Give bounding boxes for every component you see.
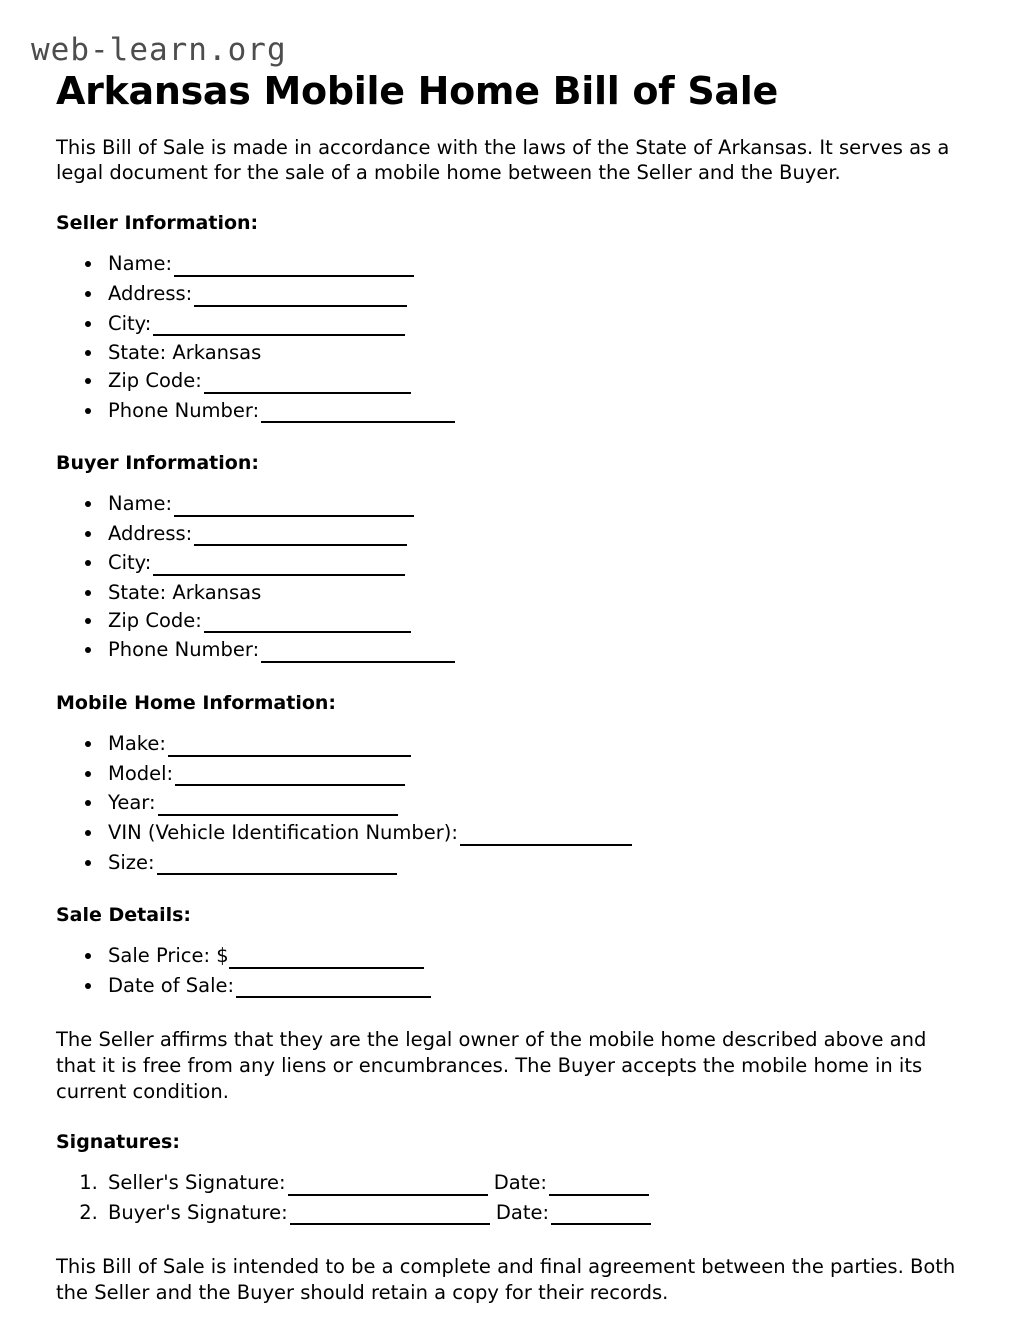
- signature-row: [104, 1169, 961, 1199]
- buyer-information-heading: Buyer Information:: [56, 452, 259, 475]
- signature-label: Seller's Signature:: [108, 1170, 286, 1194]
- list-item: [104, 367, 961, 397]
- list-item: [104, 849, 961, 879]
- fill-in-blank[interactable]: [204, 604, 411, 634]
- field-value: Arkansas: [166, 581, 262, 605]
- sale-details-heading: Sale Details:: [56, 904, 192, 927]
- site-watermark: web-learn.org: [31, 32, 287, 68]
- list-item: [104, 280, 961, 310]
- buyer-information-list: [56, 490, 961, 666]
- fill-in-blank[interactable]: [261, 394, 455, 424]
- field-value: Arkansas: [166, 341, 262, 365]
- affirmation-paragraph: The Seller affirms that they are the legal owner of the mobile home described above and that it is free from any liens or encumbrances. The Buyer accepts the mobile home in its current condition.: [56, 1028, 927, 1104]
- list-item: [104, 819, 961, 849]
- list-item: [104, 760, 961, 790]
- field-label: Sale Price: $: [108, 944, 229, 968]
- field-label: Make:: [108, 731, 166, 755]
- list-item: [104, 397, 961, 427]
- field-label: Zip Code:: [108, 368, 202, 392]
- list-item: [104, 972, 961, 1002]
- list-item: [104, 310, 961, 340]
- field-label: Name:: [108, 492, 173, 516]
- list-item: [104, 339, 961, 367]
- list-item: [104, 789, 961, 819]
- fill-in-blank[interactable]: [158, 786, 398, 816]
- field-label: Model:: [108, 761, 174, 785]
- fill-in-blank[interactable]: [194, 277, 407, 307]
- field-label: City:: [108, 311, 152, 335]
- document-content: [56, 70, 961, 1332]
- list-item: [104, 549, 961, 579]
- mobile-home-information-heading: Mobile Home Information:: [56, 692, 337, 715]
- date-blank[interactable]: [551, 1196, 651, 1226]
- signature-row: [104, 1199, 961, 1229]
- date-label: Date:: [487, 1170, 547, 1194]
- intro-paragraph: This Bill of Sale is made in accordance with the laws of the State of Arkansas. It serves as a legal document for the sale of a mobile home between the Seller and the Buyer.: [56, 135, 950, 185]
- field-label: Address:: [108, 521, 193, 545]
- fill-in-blank[interactable]: [261, 633, 455, 663]
- signatures-list: [56, 1169, 961, 1228]
- field-label: Phone Number:: [108, 398, 260, 422]
- fill-in-blank[interactable]: [229, 939, 424, 969]
- fill-in-blank[interactable]: [168, 727, 411, 757]
- list-item: [104, 520, 961, 550]
- list-item: [104, 942, 961, 972]
- field-label: Address:: [108, 281, 193, 305]
- field-label: Year:: [108, 791, 156, 815]
- closing-paragraph: This Bill of Sale is intended to be a complete and final agreement between the parties. Both the Seller and the Buyer should retain a copy for their records.: [56, 1255, 956, 1305]
- seller-information-heading: Seller Information:: [56, 212, 259, 235]
- field-label: Name:: [108, 252, 173, 276]
- field-label: State:: [108, 581, 167, 605]
- signature-blank[interactable]: [290, 1196, 490, 1226]
- date-label: Date:: [489, 1200, 550, 1224]
- page-title: Arkansas Mobile Home Bill of Sale: [56, 69, 778, 113]
- field-label: City:: [108, 551, 152, 575]
- list-item: [104, 579, 961, 607]
- fill-in-blank[interactable]: [153, 546, 405, 576]
- fill-in-blank[interactable]: [174, 487, 414, 517]
- fill-in-blank[interactable]: [174, 247, 414, 277]
- fill-in-blank[interactable]: [153, 307, 405, 337]
- sale-details-list: [56, 942, 961, 1001]
- field-label: VIN (Vehicle Identification Number):: [108, 820, 458, 844]
- mobile-home-information-list: [56, 730, 961, 878]
- field-label: Zip Code:: [108, 608, 202, 632]
- signatures-heading: Signatures:: [56, 1131, 180, 1154]
- fill-in-blank[interactable]: [157, 846, 397, 876]
- fill-in-blank[interactable]: [236, 969, 431, 999]
- field-label: Size:: [108, 850, 155, 874]
- field-label: Phone Number:: [108, 638, 260, 662]
- list-item: [104, 636, 961, 666]
- seller-information-list: [56, 250, 961, 426]
- list-item: [104, 490, 961, 520]
- list-item: [104, 250, 961, 280]
- list-item: [104, 730, 961, 760]
- list-item: [104, 607, 961, 637]
- field-label: State:: [108, 341, 167, 365]
- signature-label: Buyer's Signature:: [108, 1200, 288, 1224]
- fill-in-blank[interactable]: [460, 816, 632, 846]
- fill-in-blank[interactable]: [194, 517, 407, 547]
- field-label: Date of Sale:: [108, 973, 235, 997]
- fill-in-blank[interactable]: [175, 757, 405, 787]
- fill-in-blank[interactable]: [204, 364, 411, 394]
- date-blank[interactable]: [549, 1166, 649, 1196]
- signature-blank[interactable]: [288, 1166, 488, 1196]
